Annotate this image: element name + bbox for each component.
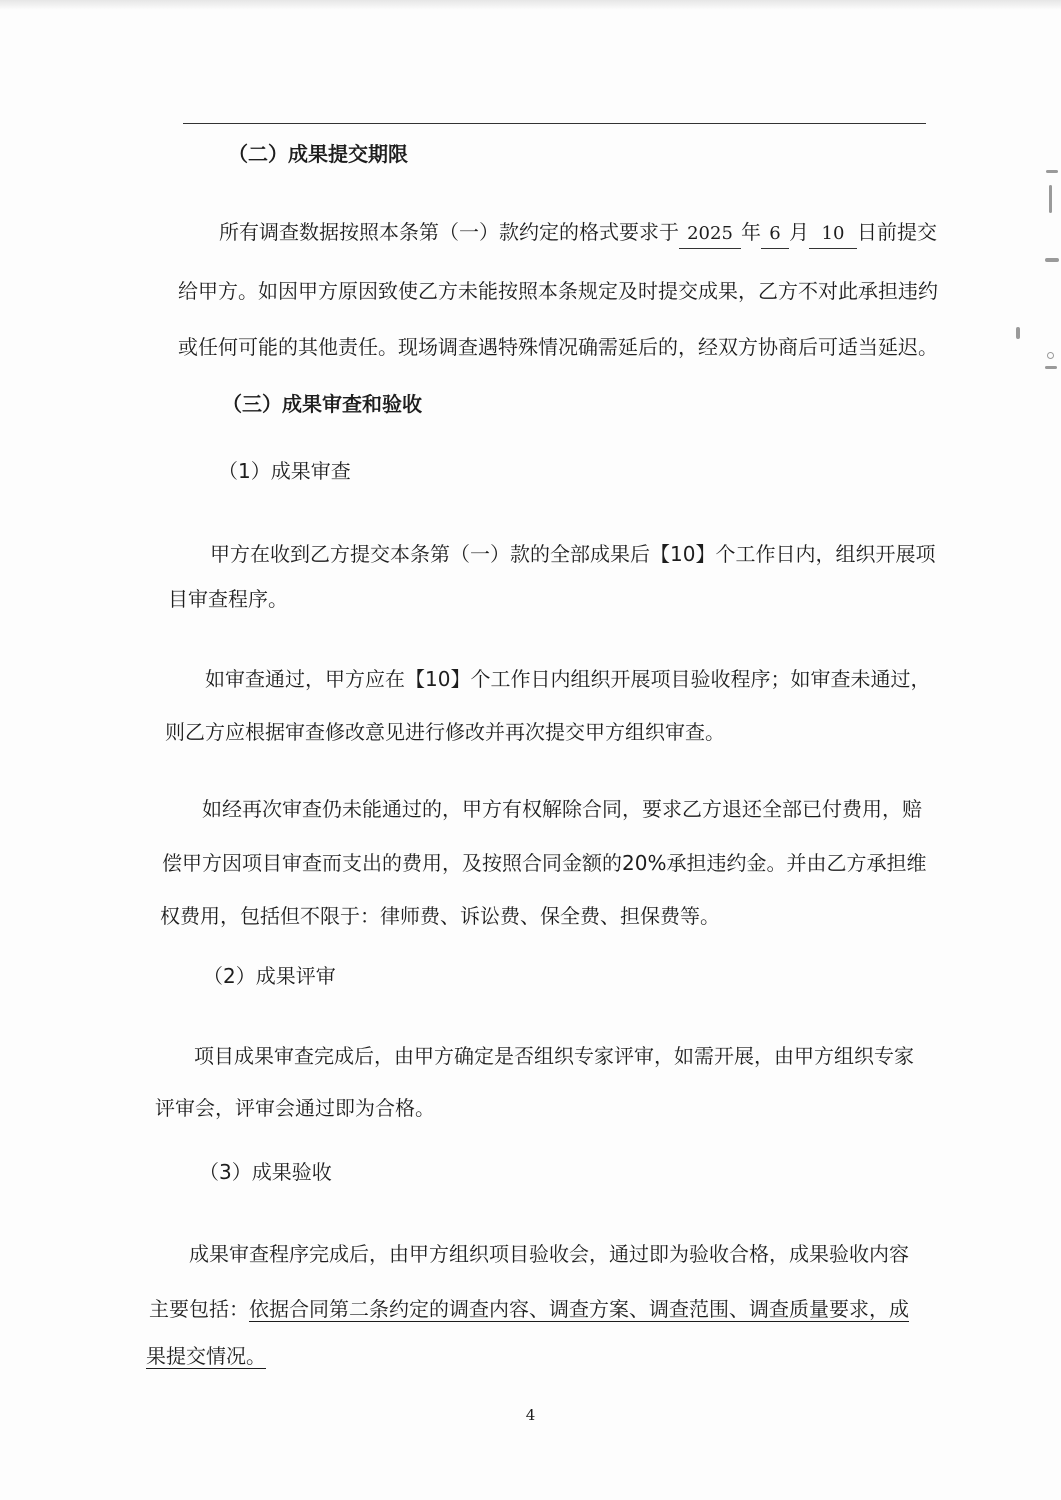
paragraph-failure-line2: 偿甲方因项目审查而支出的费用，及按照合同金额的20%承担违约金。并由乙方承担维	[162, 851, 927, 875]
subheading-review: （1）成果审查	[218, 459, 351, 483]
paragraph-acceptance-line1: 成果审查程序完成后，由甲方组织项目验收会，通过即为验收合格，成果验收内容	[189, 1242, 909, 1266]
paragraph-evaluation-line2: 评审会，评审会通过即为合格。	[155, 1096, 435, 1120]
paragraph-acceptance-line3: 果提交情况。	[146, 1344, 266, 1368]
paragraph-review-line1: 甲方在收到乙方提交本条第（一）款的全部成果后【10】个工作日内，组织开展项	[210, 542, 936, 566]
section-heading-review-acceptance: （三）成果审查和验收	[222, 392, 422, 416]
subheading-evaluation: （2）成果评审	[203, 964, 336, 988]
paragraph-approval-line2: 则乙方应根据审查修改意见进行修改并再次提交甲方组织审查。	[165, 720, 725, 744]
paragraph-submission-line3: 或任何可能的其他责任。现场调查遇特殊情况确需延后的，经双方协商后可适当延迟。	[178, 335, 938, 359]
scan-artifact	[1049, 185, 1052, 213]
year-blank: 2025	[679, 220, 741, 249]
paragraph-review-line2: 目审查程序。	[168, 587, 288, 611]
subheading-acceptance: （3）成果验收	[199, 1160, 332, 1184]
paragraph-approval-line1: 如审查通过，甲方应在【10】个工作日内组织开展项目验收程序；如审查未通过，	[205, 667, 931, 691]
paragraph-submission-line1: 所有调查数据按照本条第（一）款约定的格式要求于 2025 年 6 月 10 日前提交	[219, 218, 937, 249]
scan-shadow	[0, 0, 1061, 10]
underlined-acceptance-scope: 依据合同第二条约定的调查内容、调查方案、调查范围、调查质量要求，成	[249, 1297, 909, 1321]
month-blank: 6	[761, 220, 789, 249]
scan-artifact	[1016, 327, 1020, 339]
section-heading-submission-deadline: （二）成果提交期限	[228, 142, 408, 166]
paragraph-failure-line3: 权费用，包括但不限于：律师费、诉讼费、保全费、担保费等。	[160, 904, 720, 928]
scan-artifact	[1047, 352, 1054, 359]
paragraph-acceptance-line2: 主要包括：依据合同第二条约定的调查内容、调查方案、调查范围、调查质量要求，成	[149, 1297, 909, 1321]
scan-artifact	[1046, 170, 1058, 173]
scan-artifact	[1045, 258, 1059, 262]
paragraph-failure-line1: 如经再次审查仍未能通过的，甲方有权解除合同，要求乙方退还全部已付费用，赔	[202, 797, 922, 821]
paragraph-submission-line2: 给甲方。如因甲方原因致使乙方未能按照本条规定及时提交成果，乙方不对此承担违约	[178, 279, 938, 303]
page-number: 4	[525, 1406, 536, 1424]
scan-artifact	[1045, 366, 1057, 369]
paragraph-evaluation-line1: 项目成果审查完成后，由甲方确定是否组织专家评审，如需开展，由甲方组织专家	[194, 1044, 914, 1068]
day-blank: 10	[809, 220, 857, 249]
header-rule	[183, 123, 926, 124]
